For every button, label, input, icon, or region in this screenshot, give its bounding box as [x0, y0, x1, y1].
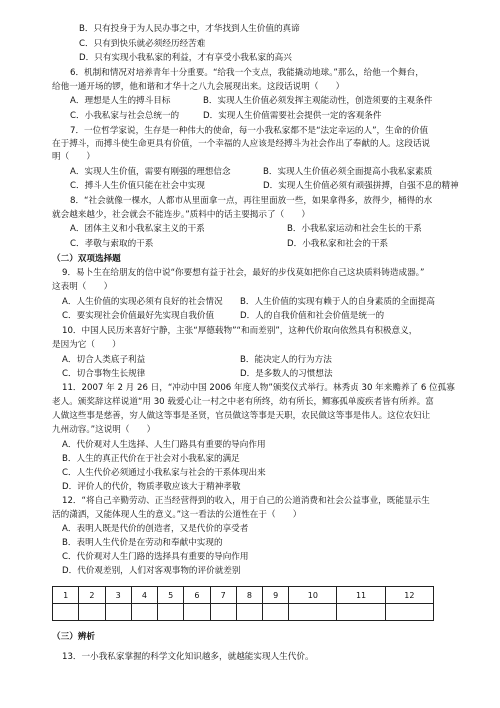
- option-10d: D．是多数人的习惯想法: [240, 368, 333, 379]
- question-10-line-1: 10．中国人民历来喜好宁静，主张“厚德载物”“和而差别”，这种代价取向依然具有积极意义，: [62, 325, 418, 336]
- option-5c: C．只有到快乐就必须经历经苦难: [79, 38, 206, 49]
- option-6a: A．理想是人生的搏斗目标: [70, 96, 171, 107]
- answer-grid-number: 2: [79, 587, 105, 604]
- question-10-line-2: 是因为它（ ）: [52, 339, 121, 350]
- option-9c: C．要实现社会价值最好先实现自我价值: [62, 311, 215, 321]
- option-12c: C．代价观对人生门路的选择具有重要的导向作用: [62, 552, 249, 562]
- option-12b: B．表明人生代价是在劳动和奉献中实现的: [62, 538, 223, 548]
- answer-grid-cell[interactable]: [289, 604, 337, 621]
- answer-grid-number-row: [53, 587, 434, 604]
- option-7d: D．实现人生价值必须有顽强拼搏，自强不息的精神: [263, 181, 459, 192]
- answer-grid-cell[interactable]: [263, 604, 289, 621]
- answer-grid-cell[interactable]: [210, 604, 236, 621]
- answer-grid-number: 11: [337, 587, 385, 604]
- answer-grid-number: 6: [184, 587, 210, 604]
- option-9d: D．人的自我价值和社会价值是统一的: [240, 311, 385, 321]
- answer-grid-cell[interactable]: [184, 604, 210, 621]
- option-7a: A．实现人生价值，需要有刚强的理想信念: [70, 167, 231, 178]
- question-7-line-3: 明（ ）: [52, 152, 95, 163]
- question-6-line-2: 给他一通开场的锣，他和谐和才华十之八九会展现出来。这段话说明（ ）: [52, 82, 345, 93]
- answer-grid-number: 10: [289, 587, 337, 604]
- section-heading-double-choice: （二）双项选择题: [52, 253, 121, 264]
- option-7b: B．实现人生价值必须全面提高小我私家素质: [263, 167, 433, 178]
- answer-grid-cell[interactable]: [131, 604, 157, 621]
- answer-grid-cell[interactable]: [79, 604, 105, 621]
- question-9-line-2: 这表明（ ）: [52, 282, 113, 293]
- option-6b: B．实现人生价值必须发挥主观能动性，创造须要的主观条件: [203, 96, 433, 107]
- answer-grid-cell[interactable]: [385, 604, 433, 621]
- answer-grid-number: 9: [263, 587, 289, 604]
- answer-grid-number: 5: [158, 587, 184, 604]
- option-8a: A．团体主义和小我私家主义的干系: [70, 223, 205, 234]
- answer-grid-number: 12: [385, 587, 433, 604]
- answer-grid-cell[interactable]: [158, 604, 184, 621]
- question-8-line-1: 8．“社会就像一棵水，人都市从里面拿一点，再往里面放一些，如果拿得多，放得少，桶得的水: [70, 195, 433, 206]
- option-7c: C．搏斗人生价值只能在社会中实现: [70, 181, 205, 192]
- option-12a: A．表明人既是代价的创造者，又是代价的享受者: [62, 524, 249, 535]
- option-11d: D．评价人的代价，物质孝敬应该大于精神孝敬: [62, 482, 241, 493]
- option-10b: B．能决定人的行为方法: [240, 354, 332, 365]
- question-9-line-1: 9．易卜生在给朋友的信中说“你要想有益于社会，最好的步伐莫如把你自己这块质料铸造成器。”: [62, 268, 425, 279]
- option-9b: B．人生价值的实现有赖于人的自身素质的全面提高: [240, 297, 435, 308]
- answer-grid-number: 3: [105, 587, 131, 604]
- question-12-line-1: 12．“将自己辛勤劳动、正当经营得到的收入，用于自己的公道消费和社会公益事业，既能显示生: [62, 496, 430, 507]
- section-heading-discussion: （三）辨析: [52, 632, 95, 642]
- option-11a: A．代价观对人生选择、人生门路具有重要的导向作用: [62, 440, 266, 451]
- question-7-line-2: 在于搏斗，而搏斗使生命更具有价值，一个幸福的人应该是经搏斗为社会作出了奉献的人。这段话说: [52, 139, 431, 150]
- option-8b: B．小我私家运动和社会生长的干系: [287, 223, 422, 234]
- question-12-line-2: 活的潇洒，又能体现人生的意义。”这一看法的公道性在于（ ）: [52, 510, 302, 521]
- answer-grid-cell[interactable]: [105, 604, 131, 621]
- answer-grid: [52, 586, 434, 621]
- question-11-line-1: 11．2007 年 2 月 26 日，“冲动中国 2006 年度人物”颁奖仪式举行。林秀贞 30 年来赡养了 6 位孤寡: [62, 383, 455, 394]
- option-9a: A．人生价值的实现必须有良好的社会情况: [62, 297, 223, 308]
- answer-grid-number: 8: [236, 587, 262, 604]
- option-11b: B．人生的真正代价在于社会对小我私家的满足: [62, 454, 240, 465]
- answer-grid-cell[interactable]: [236, 604, 262, 621]
- question-11-line-4: 九州动容。”这说明（ ）: [52, 425, 156, 436]
- question-13: 13．一小我私家掌握的科学文化知识越多，就越能实现人生代价。: [62, 652, 314, 662]
- answer-grid-answer-row: [53, 604, 434, 621]
- question-11-line-2: 老人。颁奖辞这样说道“用 30 载爱心让一村之中老有所终，幼有所长，鳏寡孤单废疾者皆有所养。富: [52, 397, 434, 408]
- option-8d: D．小我私家和社会的干系: [287, 238, 389, 249]
- option-5b: B．只有投身于为人民办事之中，才华找到人生价值的真谛: [79, 24, 300, 34]
- option-5d: D．只有实现小我私家的利益，才有享受小我私家的高兴: [79, 52, 292, 63]
- question-6-line-1: 6．机制和情况对培养青年十分重要。“给我一个支点，我能撬动地球。”那么，给他一个舞台，: [70, 68, 424, 79]
- answer-grid-number: 7: [210, 587, 236, 604]
- option-10a: A．切合人类底子利益: [62, 354, 146, 365]
- answer-grid-number: 4: [131, 587, 157, 604]
- option-6d: D．实现人生价值需要社会提供一定的客观条件: [203, 111, 382, 122]
- question-7-line-1: 7．一位哲学家说，生存是一种伟大的使命，每一小我私家都不是“法定幸运的人”，生命的价值: [70, 126, 429, 136]
- answer-grid-number: 1: [53, 587, 79, 604]
- question-8-line-2: 就会越来越少，社会就会不能连步。”质料中的话主要揭示了（ ）: [52, 209, 310, 220]
- option-8c: C．孝敬与索取的干系: [70, 238, 154, 249]
- answer-grid-cell[interactable]: [337, 604, 385, 621]
- question-11-line-3: 人做这些事是慈善，穷人做这等事是圣贤，官员做这等事是天职，农民做这等事是伟人。这位农妇让: [52, 411, 431, 422]
- option-11c: C．人生代价必须通过小我私家与社会的干系体现出来: [62, 468, 266, 479]
- option-12d: D．代价观差别，人们对客观事物的评价就差别: [62, 566, 241, 576]
- answer-grid-cell[interactable]: [53, 604, 79, 621]
- option-10c: C．切合事物生长规律: [62, 368, 146, 379]
- option-6c: C．小我私家与社会总统一的: [70, 111, 180, 122]
